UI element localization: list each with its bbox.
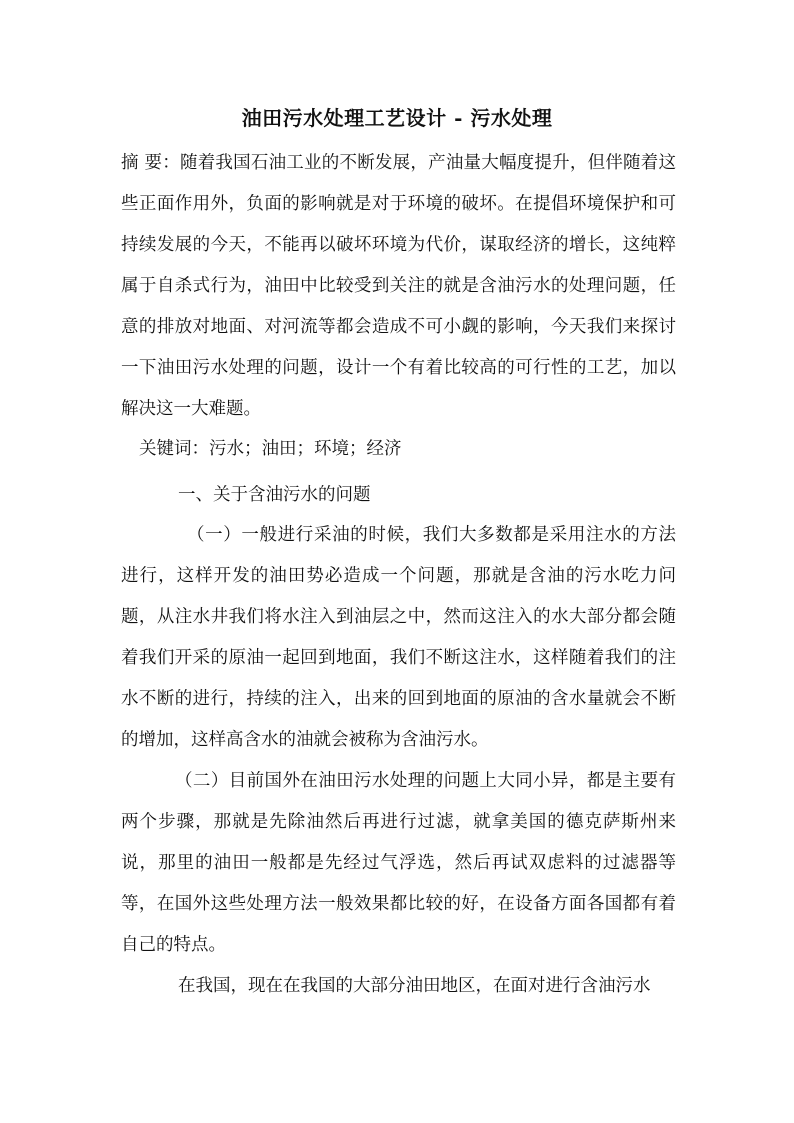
section-heading: 一、关于含油污水的问题 xyxy=(178,485,371,505)
document-title: 油田污水处理工艺设计 - 污水处理 xyxy=(241,106,553,130)
keywords-line: 关键词：污水；油田；环境；经济 xyxy=(139,439,402,459)
body-paragraph-2: （二）目前国外在油田污水处理的问题上大同小异，都是主要有两个步骤，那就是先除油然后再进行过滤，就拿美国的德克萨斯州来说，那里的油田一般都是先经过气浮选，然后再试双虑料的过滤器等等，在国外这些处理方法一般效果都比较的好，在设备方面各国都有着自己的特点。 xyxy=(121,771,676,955)
abstract-label: 摘 要： xyxy=(121,153,180,173)
abstract-text: 随着我国石油工业的不断发展，产油量大幅度提升，但伴随着这些正面作用外，负面的影响就是对于环境的破坏。在提倡环境保护和可持续发展的今天，不能再以破坏环境为代价，谋取经济的增长，这纯粹属于自杀式行为，油田中比较受到关注的就是含油污水的处理问题，任意的排放对地面、对河流等都会造成不可小觑的影响，今天我们来探讨一下油田污水处理的问题，设计一个有着比较高的可行性的工艺，加以解决这一大难题。 xyxy=(121,153,676,419)
body-paragraph-1: （一）一般进行采油的时候，我们大多数都是采用注水的方法进行，这样开发的油田势必造成一个问题，那就是含油的污水吃力问题，从注水井我们将水注入到油层之中，然而这注入的水大部分都会随着我们开采的原油一起回到地面，我们不断这注水，这样随着我们的注水不断的进行，持续的注入，出来的回到地面的原油的含水量就会不断的增加，这样高含水的油就会被称为含油污水。 xyxy=(121,525,676,750)
body-paragraph-3: 在我国，现在在我国的大部分油田地区，在面对进行含油污水 xyxy=(178,976,651,996)
abstract-paragraph xyxy=(121,143,676,430)
